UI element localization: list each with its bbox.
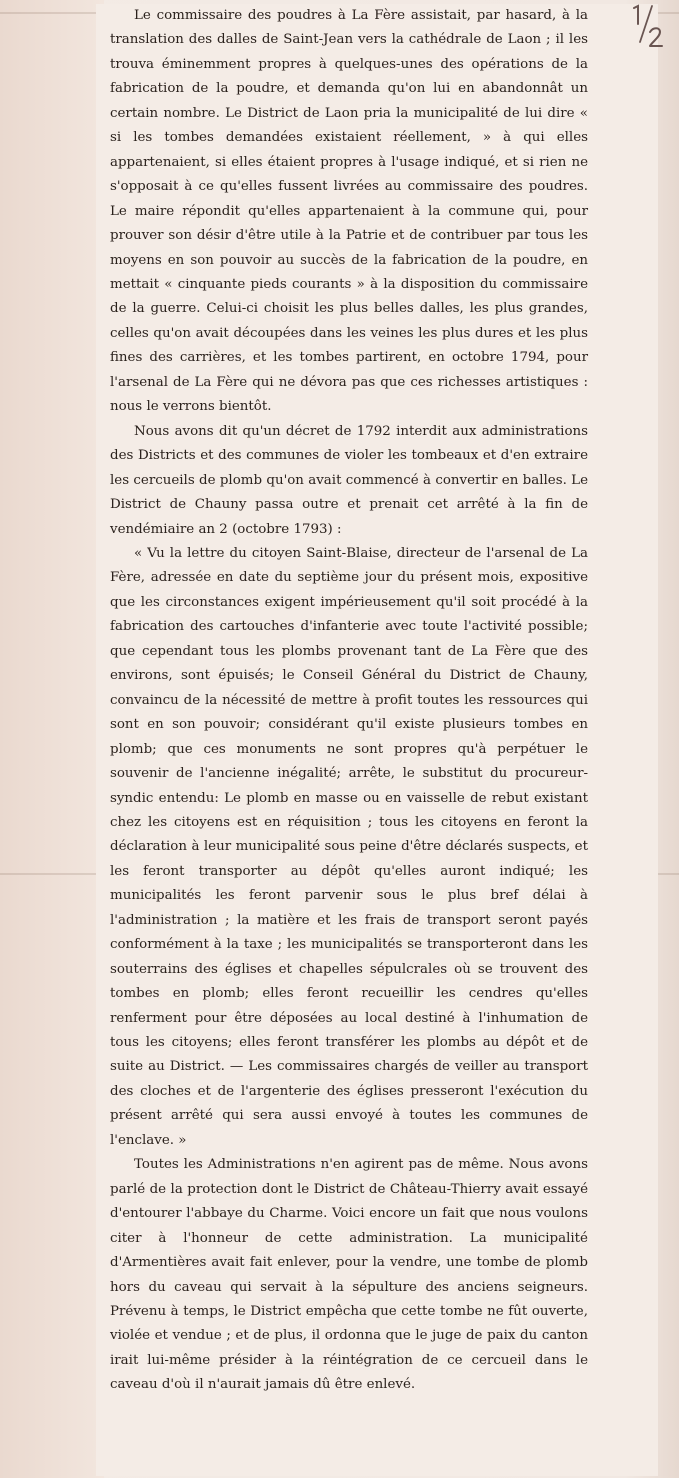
paragraph-armentieres: Toutes les Administrations n'en agirent pas de même. Nous avons parlé de la protection dont le District de Château-Thierry avait essayé d'entourer l'abbaye du Charme. Voici encore un fait que nous voulons citer à l'honneur de cette administration. La municipalité d'Armentières avait fait enlever, pour la vendre, une tombe de plomb hors du caveau qui servait à la sépulture des anciens seigneurs. Prévenu à temps, le District empêcha que cette tombe ne fût ouverte, violée et vendue ; et de plus, il ordonna que le juge de paix du canton irait lui-même présider à la réintégration de ce cercueil dans le caveau d'où il n'aurait jamais dû être enlevé. [110,1157,588,1393]
newspaper-clipping [96,4,658,1476]
paragraph-decret-1792: Nous avons dit qu'un décret de 1792 interdit aux administrations des Districts et des communes de violer les tombeaux et d'en extraire les cercueils de plomb qu'on avait commencé à convertir en balles. Le District de Chauny passa outre et prenait cet arrêté à la fin de vendémiaire an 2 (octobre 1793) : [110,423,588,537]
page-margin [0,0,104,1478]
folio-handwritten-mark [622,2,672,50]
paragraph-commissaire-poudres: Le commissaire des poudres à La Fère assistait, par hasard, à la translation des dalles de Saint-Jean vers la cathédrale de Laon ; il les trouva éminemment propres à quelques-unes des opérations de la fabrication de la poudre, et demanda qu'on lui en abandonnât un certain nombre. Le District de Laon pria la municipalité de lui dire « si les tombes demandées existaient réellement, » à qui elles appartenaient, si elles étaient propres à l'usage indiqué, et si rien ne s'opposait à ce qu'elles fussent livrées au commissaire des poudres. Le maire répondit qu'elles appartenaient à la commune qui, pour prouver son désir d'être utile à la Patrie et de contribuer par tous les moyens en son pouvoir au succès de la fabrication de la poudre, en mettait « cinquante pieds courants » à la disposition du commissaire de la guerre. Celui-ci choisit les plus belles dalles, les plus grandes, celles qu'on avait découpées dans les veines les plus dures et les plus fines des carrières, et les tombes partirent, en octobre 1794, pour l'arsenal de La Fère qui ne dévora pas que ces richesses artistiques : nous le verrons bientôt. [110,8,588,415]
handwritten-fraction-icon [622,2,672,50]
article-text [110,4,588,1398]
quoted-arrete-chauny: « Vu la lettre du citoyen Saint-Blaise, directeur de l'arsenal de La Fère, adressée en date du septième jour du présent mois, expositive que les circonstances exigent impérieusement qu'il soit procédé à la fabrication des cartouches d'infanterie avec toute l'activité possible; que cependant tous les plombs provenant tant de La Fère que des environs, sont épuisés; le Conseil Général du District de Chauny, convaincu de la nécessité de mettre à profit toutes les ressources qui sont en son pouvoir; considérant qu'il existe plusieurs tombes en plomb; que ces monuments ne sont propres qu'à perpétuer le souvenir de l'ancienne inégalité; arrête, le substitut du procureur-syndic entendu: Le plomb en masse ou en vaisselle de rebut existant chez les citoyens est en réquisition ; tous les citoyens en feront la déclaration à leur municipalité sous peine d'être déclarés suspects, et les feront transporter au dépôt qu'elles auront indiqué; les municipalités les feront parvenir sous le plus bref délai à l'administration ; la matière et les frais de transport seront payés conformément à la taxe ; les municipalités se transporteront dans les souterrains des églises et chapelles sépulcrales où se trouvent des tombes en plomb; elles feront recueillir les cendres qu'elles renferment pour être déposées au local destiné à l'inhumation de tous les citoyens; elles feront transférer les plombs au dépôt et de suite au District. — Les commissaires chargés de veiller au transport des cloches et de l'argenterie des églises presseront l'exécution du présent arrêté qui sera aussi envoyé à toutes les communes de l'enclave. » [110,545,588,1148]
